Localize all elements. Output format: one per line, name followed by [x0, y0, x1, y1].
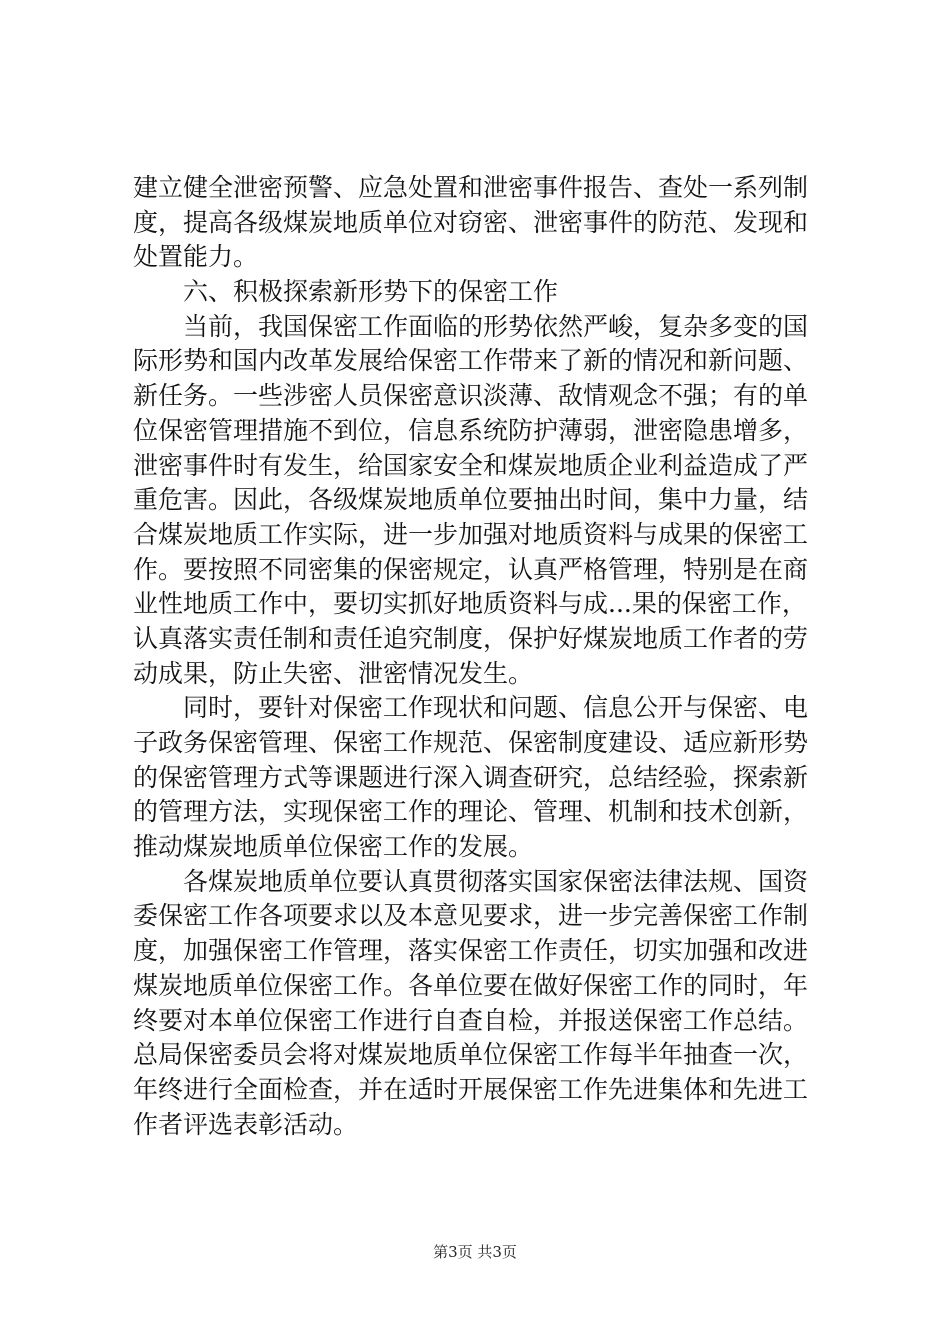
page-number-label: 第3页 共3页 — [433, 1243, 517, 1261]
text-line: 建立健全泄密预警、应急处置和泄密事件报告、查处一系列制 — [133, 173, 809, 202]
text-line: 度，提高各级煤炭地质单位对窃密、泄密事件的防范、发现和 — [133, 207, 809, 237]
text-line: 作。要按照不同密集的保密规定，认真严格管理，特别是在商 — [133, 554, 809, 584]
page-footer — [0, 1242, 950, 1262]
text-line: 际形势和国内改革发展给保密工作带来了新的情况和新问题、 — [133, 346, 809, 376]
text-line: 度，加强保密工作管理，落实保密工作责任，切实加强和改进 — [133, 936, 809, 966]
text-line: 新任务。一些涉密人员保密意识淡薄、敌情观念不强；有的单 — [133, 381, 809, 411]
text-line: 位保密管理措施不到位，信息系统防护薄弱，泄密隐患增多， — [133, 415, 809, 445]
text-line: 总局保密委员会将对煤炭地质单位保密工作每半年抽查一次， — [133, 1040, 809, 1070]
text-line: 合煤炭地质工作实际，进一步加强对地质资料与成果的保密工 — [133, 519, 809, 549]
text-line: 重危害。因此，各级煤炭地质单位要抽出时间，集中力量，结 — [133, 485, 809, 515]
text-line: 作者评选表彰活动。 — [133, 1109, 359, 1139]
text-line: 终要对本单位保密工作进行自查自检，并报送保密工作总结。 — [133, 1005, 809, 1035]
text-line: 泄密事件时有发生，给国家安全和煤炭地质企业利益造成了严 — [133, 450, 809, 480]
text-line: 业性地质工作中，要切实抓好地质资料与成...果的保密工作， — [133, 589, 807, 619]
text-line: 各煤炭地质单位要认真贯彻落实国家保密法律法规、国资 — [133, 866, 809, 896]
text-line: 的管理方法，实现保密工作的理论、管理、机制和技术创新， — [133, 797, 809, 827]
text-line: 同时，要针对保密工作现状和问题、信息公开与保密、电 — [133, 693, 809, 723]
text-line: 处置能力。 — [133, 242, 259, 272]
text-line: 煤炭地质单位保密工作。各单位要在做好保密工作的同时，年 — [133, 970, 809, 1000]
section-heading: 六、积极探索新形势下的保密工作 — [133, 277, 559, 307]
text-line: 年终进行全面检查，并在适时开展保密工作先进集体和先进工 — [133, 1074, 809, 1104]
text-line: 子政务保密管理、保密工作规范、保密制度建设、适应新形势 — [133, 728, 809, 757]
text-line: 当前，我国保密工作面临的形势依然严峻，复杂多变的国 — [133, 311, 809, 341]
document-body — [133, 171, 833, 1142]
text-line: 推动煤炭地质单位保密工作的发展。 — [133, 832, 534, 862]
text-line: 委保密工作各项要求以及本意见要求，进一步完善保密工作制 — [133, 901, 809, 931]
text-line: 的保密管理方式等课题进行深入调查研究，总结经验，探索新 — [133, 762, 809, 792]
text-line: 认真落实责任制和责任追究制度，保护好煤炭地质工作者的劳 — [133, 623, 809, 653]
text-line: 动成果，防止失密、泄密情况发生。 — [133, 658, 534, 688]
